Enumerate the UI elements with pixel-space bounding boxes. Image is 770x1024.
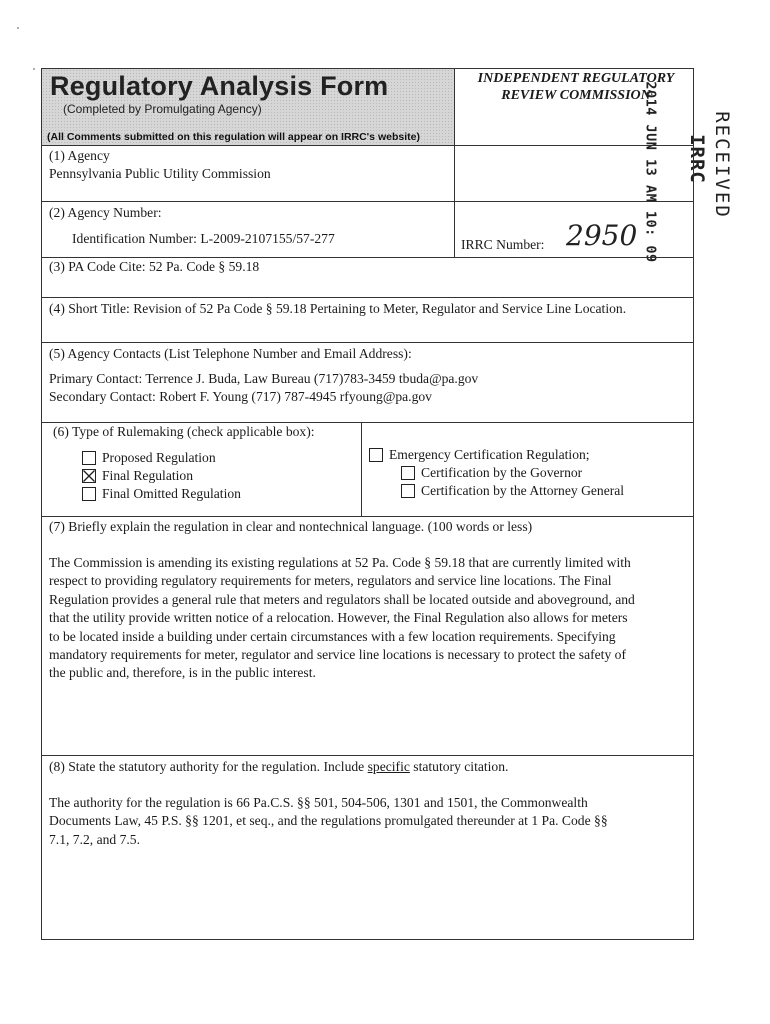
- emergency-certification-checkbox[interactable]: [369, 448, 383, 462]
- secondary-contact: Secondary Contact: Robert F. Young (717) 787-4945 rfyoung@pa.gov: [49, 389, 432, 404]
- row-line: [42, 297, 694, 298]
- proposed-regulation-checkbox[interactable]: [82, 451, 96, 465]
- statutory-authority-label-start: (8) State the statutory authority for the regulation. Include: [49, 759, 368, 774]
- rulemaking-type-label: (6) Type of Rulemaking (check applicable box):: [53, 424, 315, 439]
- final-omitted-regulation-label: Final Omitted Regulation: [102, 486, 241, 501]
- agency-contacts-label: (5) Agency Contacts (List Telephone Number and Email Address):: [49, 346, 412, 361]
- explanation-line: the public and, therefore, is in the public interest.: [49, 665, 316, 681]
- row-line: [42, 145, 454, 146]
- explanation-line: mandatory requirements for meter, regulator and service line locations is necessary to protect the safety of: [49, 647, 626, 663]
- received-stamp-text: RECEIVED: [710, 111, 733, 219]
- explanation-line: to be located inside a building under certain circumstances with a few location requirements. Specifying: [49, 628, 616, 644]
- irrc-header-line2: REVIEW COMMISSION: [501, 88, 651, 103]
- pa-code-cite: (3) PA Code Cite: 52 Pa. Code § 59.18: [49, 259, 260, 274]
- irrc-number-label: IRRC Number:: [461, 237, 545, 252]
- scan-speck: [17, 27, 19, 29]
- rulemaking-divider: [361, 422, 362, 517]
- short-title: (4) Short Title: Revision of 52 Pa Code § 59.18 Pertaining to Meter, Regulator and Service Line Location.: [49, 301, 627, 316]
- primary-contact: Primary Contact: Terrence J. Buda, Law Bureau (717)783-3459 tbuda@pa.gov: [49, 371, 479, 386]
- agency-value: Pennsylvania Public Utility Commission: [49, 166, 271, 181]
- website-note: (All Comments submitted on this regulation will appear on IRRC's website): [47, 131, 420, 143]
- explanation-label: (7) Briefly explain the regulation in clear and nontechnical language. (100 words or less): [49, 519, 533, 534]
- form-subtitle: (Completed by Promulgating Agency): [63, 102, 262, 116]
- emergency-certification-label: Emergency Certification Regulation;: [389, 447, 590, 462]
- irrc-number-handwritten: 2950: [566, 219, 638, 252]
- header-divider: [454, 69, 455, 257]
- proposed-regulation-label: Proposed Regulation: [102, 450, 216, 465]
- identification-number: Identification Number: L-2009-2107155/57-277: [72, 231, 335, 246]
- explanation-line: respect to providing regulatory requirements for meters, regulators and service line locations. The Final: [49, 573, 612, 589]
- certification-attorney-general-checkbox[interactable]: [401, 484, 415, 498]
- final-omitted-regulation-checkbox[interactable]: [82, 487, 96, 501]
- row-line: [42, 755, 694, 756]
- row-line: [454, 145, 694, 146]
- explanation-line: Regulation provides a general rule that meters and regulators shall be located outside and aboveground, and: [49, 591, 635, 607]
- statutory-authority-label-emphasis: specific: [367, 759, 410, 774]
- statutory-authority-label: [49, 758, 508, 776]
- regulatory-analysis-form: [41, 68, 694, 940]
- certification-attorney-general-label: Certification by the Attorney General: [421, 483, 625, 498]
- irrc-header-line1: INDEPENDENT REGULATORY: [477, 71, 675, 86]
- statutory-authority-text: [49, 794, 689, 849]
- row-line: [42, 342, 694, 343]
- agency-label: (1) Agency: [49, 148, 110, 163]
- explanation-line: that the utility provide written notice of a relocation. However, the Final Regulation also allows for meters: [49, 610, 628, 626]
- scan-speck: [33, 68, 35, 70]
- irrc-stamp-text: IRRC: [685, 134, 708, 184]
- row-line: [42, 516, 694, 517]
- statutory-authority-line: 7.1, 7.2, and 7.5.: [49, 831, 140, 847]
- final-regulation-checkbox[interactable]: [82, 469, 96, 483]
- statutory-authority-label-end: statutory citation.: [409, 759, 509, 774]
- explanation-text: [49, 554, 689, 683]
- statutory-authority-line: Documents Law, 45 P.S. §§ 1201, et seq., and the regulations promulgated thereunder at 1 Pa. Code §§: [49, 813, 608, 829]
- final-regulation-label: Final Regulation: [102, 468, 193, 483]
- row-line: [42, 201, 694, 202]
- certification-governor-label: Certification by the Governor: [421, 465, 583, 480]
- form-title: Regulatory Analysis Form: [50, 71, 389, 101]
- agency-number-label: (2) Agency Number:: [49, 205, 162, 220]
- irrc-header: [458, 70, 694, 104]
- date-stamp: 2014 JUN 13 AM 10: 09: [642, 81, 659, 263]
- explanation-line: The Commission is amending its existing regulations at 52 Pa. Code § 59.18 that are currently limited with: [49, 555, 631, 570]
- statutory-authority-line: The authority for the regulation is 66 Pa.C.S. §§ 501, 504-506, 1301 and 1501, the Commonwealth: [49, 795, 588, 810]
- certification-governor-checkbox[interactable]: [401, 466, 415, 480]
- checkbox-x-mark-icon: [83, 470, 95, 482]
